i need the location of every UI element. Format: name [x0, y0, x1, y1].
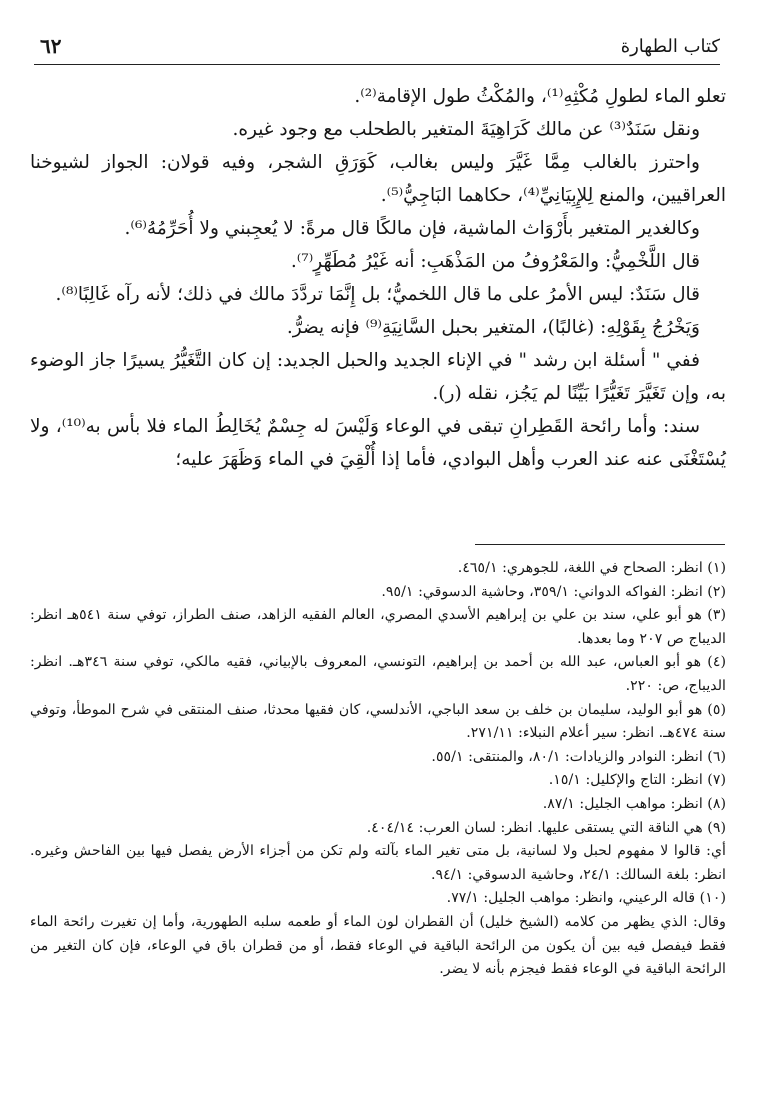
footnote: (٦) انظر: النوادر والزيادات: ٨٠/١، والمنتقى: ٥٥/١. [431, 748, 726, 765]
footnote-continuation: وقال: الذي يظهر من كلامه (الشيخ خليل) أن القطران لون الماء أو طعمه سلبه الطهورية، وأما إن تغيرت رائحة الماء فقط فيفصل فيه بين أن يكون من الرائحة الباقية في الوعاء فقط، أو من قطران باق في الوعاء، فإن كان التغير من الرائحة الباقية في الوعاء فقط فيجزم بأنه لا يضر. [30, 913, 726, 978]
footnote-continuation: أي: قالوا لا مفهوم لحبل ولا لسانية، بل متى تغير الماء بآلته ولم تكن من أجزاء الأرض يفصل فيها بين الفاحش وغيره. انظر: بلغة السالك: ٢٤/١، وحاشية الدسوقي: ٩٤/١. [30, 843, 726, 883]
paragraph: سند: وأما رائحة القَطِرانِ تبقى في الوعاء وَلَيْسَ له جِسْمٌ يُخَالِطُ الماء فلا بأس به⁽¹⁰⁾، ولا يُسْتَغْنَى عنه عند العرب وأهل البوادي، فأما إذا أُلْقِيَ في الماء وَظَهَرَ عليه؛ [30, 416, 726, 470]
footnote: (٢) انظر: الفواكه الدواني: ٣٥٩/١، وحاشية الدسوقي: ٩٥/١. [381, 583, 726, 600]
footnote-separator [475, 544, 725, 545]
footnote: (٧) انظر: التاج والإكليل: ١٥/١. [548, 772, 726, 789]
footnotes [30, 557, 726, 982]
paragraph: ونقل سَنَدٌ⁽³⁾ عن مالك كَرَاهِيَةَ المتغير بالطحلب مع وجود غيره. [232, 119, 700, 140]
footnote: (٣) هو أبو علي، سند بن علي بن إبراهيم الأسدي المصري، العالم الفقيه الزاهد، صنف الطراز، توفي سنة ٥٤١هـ انظر: الديباج ص ٢٠٧ وما بعدها. [30, 607, 726, 647]
footnote: (١) انظر: الصحاح في اللغة، للجوهري: ٤٦٥/١. [457, 560, 726, 576]
footnote: (٥) هو أبو الوليد، سليمان بن خلف بن سعد الباجي، الأندلسي، كان فقيها محدثا، صنف المنتقى في شرح الموطأ، وتوفي سنة ٤٧٤هـ. انظر: سير أعلام النبلاء: ٢٧١/١١. [30, 701, 726, 742]
book-title: كتاب الطهارة [620, 36, 720, 57]
paragraph: وَيَخْرُجُ بِقَوْلِهِ: (غالبًا)، المتغير بحبل السَّانِيَةِ⁽⁹⁾ فإنه يضرُّ. [286, 317, 700, 338]
paragraph: ففي " أسئلة ابن رشد " في الإناء الجديد والحبل الجديد: إن كان التَّغَيُّرُ يسيرًا جاز الوضوء به، وإن تَغَيَّرَ تَغَيُّرًا بَيِّنًا لم يَجُز، نقله (ر). [30, 350, 726, 404]
footnote: (٤) هو أبو العباس، عبد الله بن أحمد بن إبراهيم، التونسي، المعروف بالإبياني، فقيه مالكي، توفي سنة ٣٤٦هـ. انظر: الديباج، ص: ٢٢٠. [30, 654, 726, 694]
page-number: ٦٢ [40, 34, 62, 58]
main-text [30, 80, 726, 476]
footnote: (٨) انظر: مواهب الجليل: ٨٧/١. [542, 795, 726, 812]
paragraph: قال اللَّخْمِيُّ: والمَعْرُوفُ من المَذْهَبِ: أنه غَيْرُ مُطَهِّرٍ⁽⁷⁾. [290, 251, 700, 272]
footnote: (٩) هي الناقة التي يستقى عليها. انظر: لسان العرب: ٤٠٤/١٤. [366, 819, 726, 836]
paragraph: وكالغدير المتغير بأَرْوَاث الماشية، فإن مالكًا قال مرةً: لا يُعجِبني ولا أُحَرِّمُهُ⁽⁶⁾. [124, 218, 700, 239]
footnote: (١٠) قاله الرعيني، وانظر: مواهب الجليل: ٧٧/١. [446, 890, 726, 907]
paragraph: واحترز بالغالب مِمَّا غَيَّرَ وليس بغالب، كَوَرَقِ الشجر، وفيه قولان: الجواز لشيوخنا العراقيين، والمنع لِلإِبِيَانِيِّ⁽⁴⁾، حكاهما البَاجِيُّ⁽⁵⁾. [30, 152, 726, 206]
paragraph: قال سَنَدٌ: ليس الأمرُ على ما قال اللخميُّ؛ بل إِنَّمَا تردَّدَ مالك في ذلك؛ لأنه رآه غَالِبًا⁽⁸⁾. [55, 284, 700, 305]
running-header [34, 30, 720, 65]
paragraph: تعلو الماء لطولِ مُكْثِهِ⁽¹⁾، والمُكْثُ طول الإقامة⁽²⁾. [354, 86, 726, 107]
